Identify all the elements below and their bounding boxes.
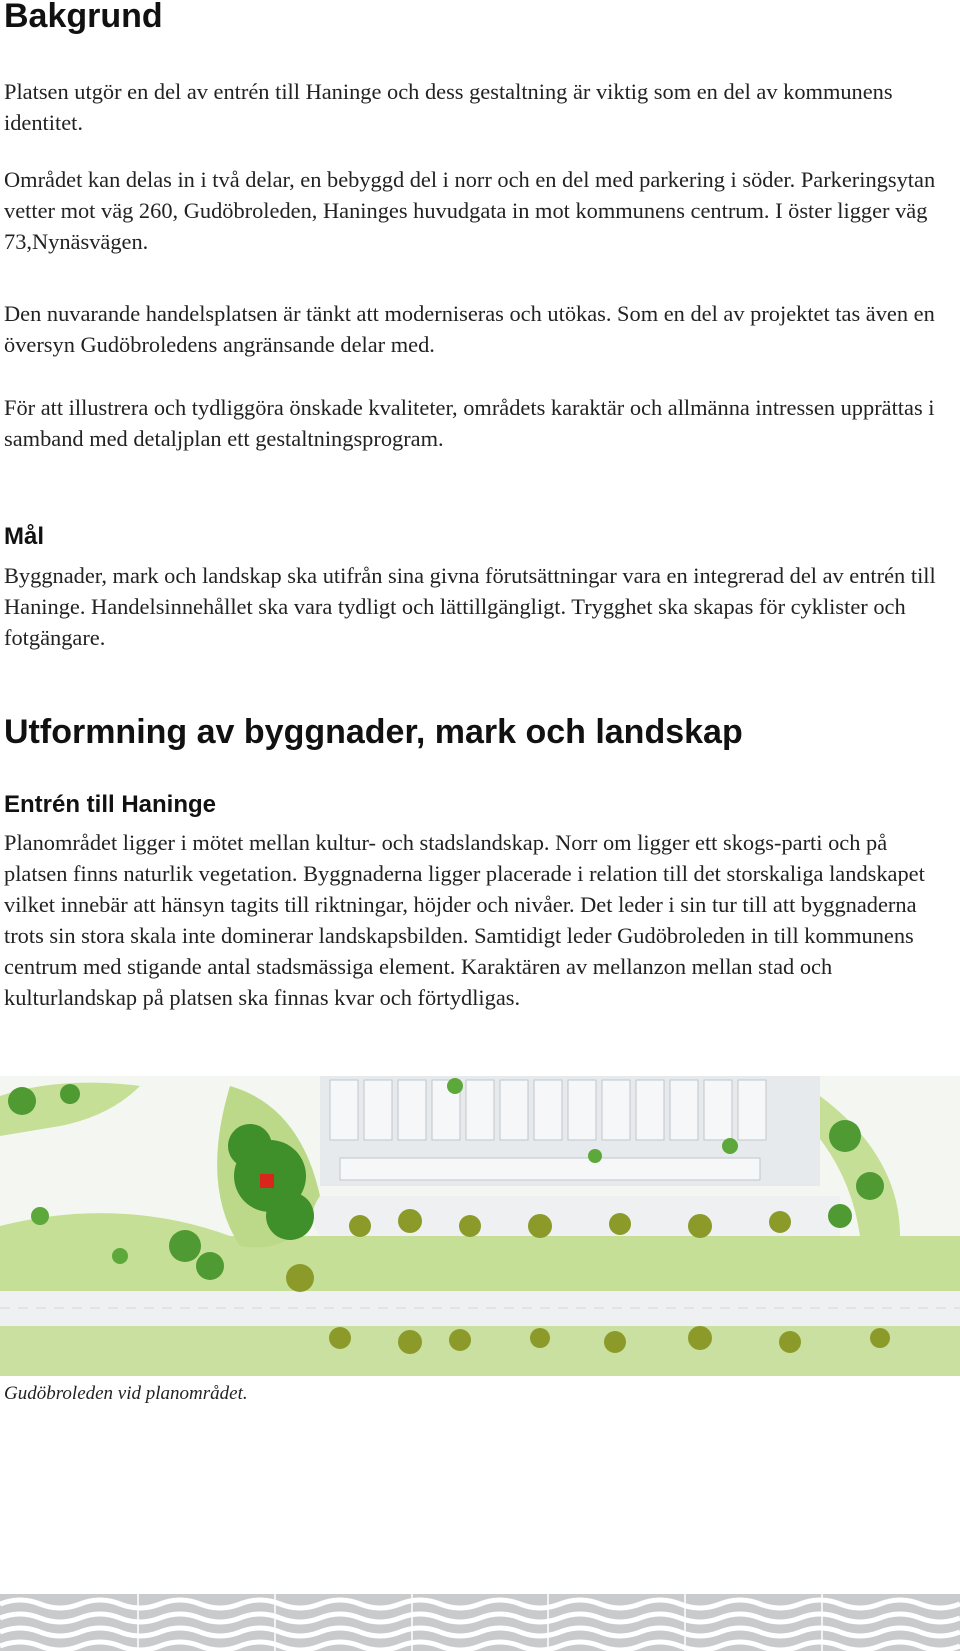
site-plan-illustration bbox=[0, 1076, 960, 1376]
heading-mal: Mål bbox=[4, 523, 45, 550]
paragraph-mal: Byggnader, mark och landskap ska utifrån sina givna förutsättningar vara en integrerad del av entrén till Haninge. Handelsinnehållet ska vara tydligt och lättillgängligt. Trygghet ska skapas för cyklister och fotgängare. bbox=[4, 563, 936, 650]
heading-utformning: Utformning av byggnader, mark och landskap bbox=[4, 713, 743, 751]
paragraph-entren: Planområdet ligger i mötet mellan kultur- och stadslandskap. Norr om ligger ett skogs-parti och på platsen finns naturlik vegetation. Byggnaderna ligger placerade i relation till det storskaliga landskapet vilket innebär att hänsyn tagits till riktningar, höjder och nivåer. Det leder i sin tur till att byggnaderna trots sin stora skala inte dominerar landskapsbilden. Samtidigt leder Gudöbroleden in till kommunens centrum med stigande antal stadsmässiga element. Karaktären av mellanzon mellan stad och kulturlandskap på platsen ska finnas kvar och förtydligas. bbox=[4, 830, 925, 1010]
location-marker bbox=[260, 1174, 274, 1188]
paragraph-bakgrund-1: Platsen utgör en del av entrén till Haninge och dess gestaltning är viktig som en del av kommunens identitet. bbox=[4, 79, 893, 135]
heading-bakgrund: Bakgrund bbox=[4, 0, 163, 35]
plan-caption: Gudöbroleden vid planområdet. bbox=[4, 1383, 248, 1404]
grass-verge-south bbox=[0, 1326, 960, 1376]
footer-wave-band bbox=[0, 1594, 960, 1651]
paragraph-bakgrund-3: Den nuvarande handelsplatsen är tänkt att moderniseras och utökas. Som en del av projektet tas även en översyn Gudöbroledens angränsande delar med. bbox=[4, 301, 935, 357]
paragraph-bakgrund-4: För att illustrera och tydliggöra önskade kvaliteter, områdets karaktär och allmänna intressen upprättas i samband med detaljplan ett gestaltningsprogram. bbox=[4, 395, 935, 451]
paragraph-bakgrund-2: Området kan delas in i två delar, en bebyggd del i norr och en del med parkering i söder. Parkeringsytan vetter mot väg 260, Gudöbroleden, Haninges huvudgata in mot kommunens centrum. I öster ligger väg 73,Nynäsvägen. bbox=[4, 167, 936, 254]
road-parking-access bbox=[313, 1196, 841, 1236]
heading-entren: Entrén till Haninge bbox=[4, 791, 217, 818]
